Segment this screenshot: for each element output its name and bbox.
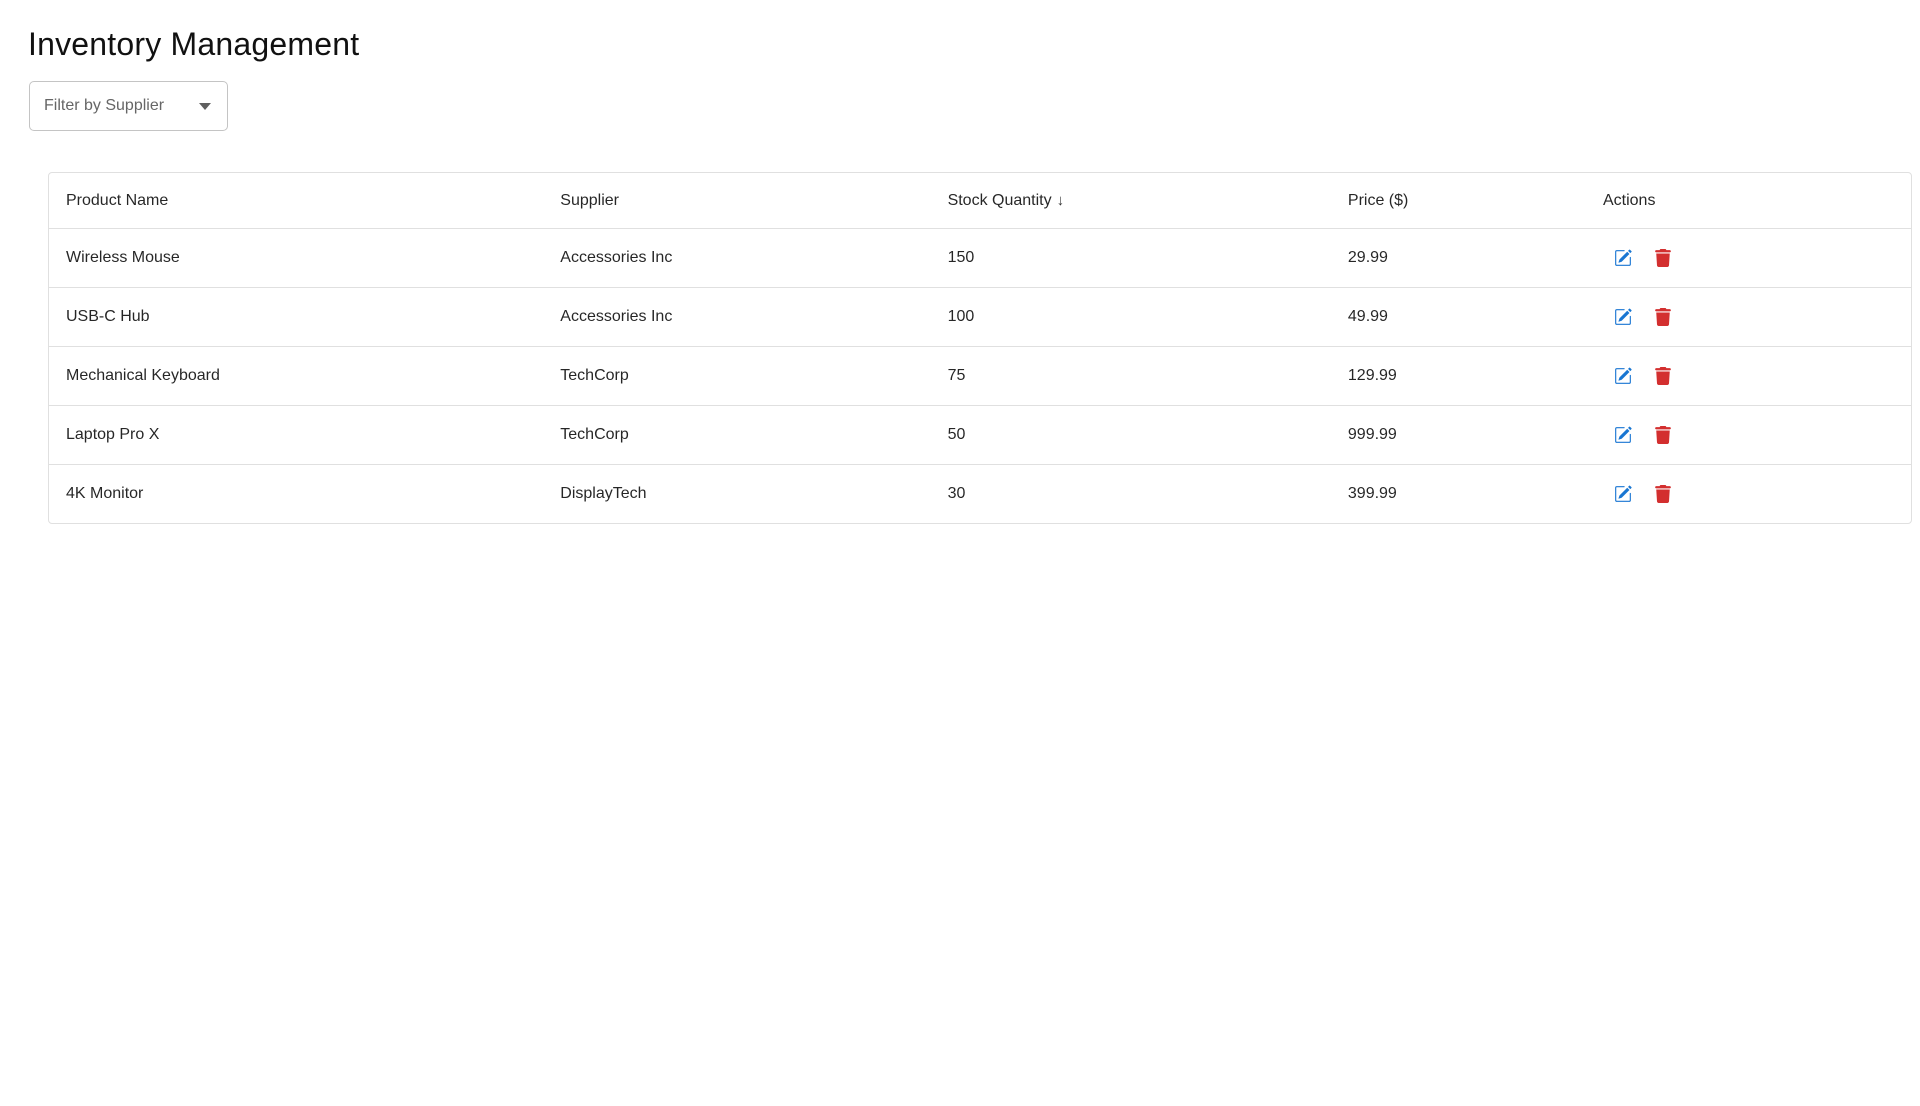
column-header-supplier[interactable] (544, 173, 931, 229)
edit-button[interactable] (1614, 308, 1632, 326)
stock-quantity-cell: 75 (947, 367, 966, 384)
column-header-product-name[interactable] (49, 173, 544, 229)
column-header-actions (1587, 173, 1911, 229)
actions-cell (1587, 465, 1911, 524)
supplier-cell: TechCorp (560, 426, 629, 443)
arrow-drop-down-icon (199, 103, 211, 110)
column-label: Product Name (66, 192, 169, 209)
product-name-cell: 4K Monitor (66, 485, 144, 502)
edit-button[interactable] (1614, 485, 1632, 503)
price-cell: 129.99 (1347, 367, 1397, 384)
delete-button[interactable] (1655, 426, 1671, 444)
table-row (49, 229, 1911, 288)
actions-cell (1587, 229, 1911, 288)
edit-button[interactable] (1614, 426, 1632, 444)
price-cell: 29.99 (1347, 249, 1388, 266)
supplier-filter-select[interactable] (29, 81, 228, 131)
page-title: Inventory Management (28, 26, 360, 62)
pencil-square-icon (1614, 308, 1632, 326)
column-header-stock-quantity[interactable] (932, 173, 1332, 229)
delete-button[interactable] (1655, 485, 1671, 503)
edit-button[interactable] (1614, 367, 1632, 385)
table-row (49, 406, 1911, 465)
product-name-cell: Wireless Mouse (66, 249, 180, 266)
column-header-price[interactable] (1332, 173, 1587, 229)
inventory-table-card (48, 172, 1912, 524)
stock-quantity-cell: 30 (947, 485, 966, 502)
delete-button[interactable] (1655, 367, 1671, 385)
pencil-square-icon (1614, 249, 1632, 267)
table-row (49, 465, 1911, 524)
product-name-cell: USB-C Hub (66, 308, 150, 325)
actions-cell (1587, 288, 1911, 347)
price-cell: 399.99 (1347, 485, 1397, 502)
actions-cell (1587, 406, 1911, 465)
column-label: Stock Quantity (947, 192, 1052, 209)
supplier-filter-value: Filter by Supplier (44, 97, 165, 114)
supplier-cell: Accessories Inc (560, 308, 673, 325)
table-row (49, 347, 1911, 406)
inventory-table (49, 173, 1911, 523)
column-label: Price ($) (1347, 192, 1409, 209)
delete-button[interactable] (1655, 308, 1671, 326)
table-row (49, 288, 1911, 347)
stock-quantity-cell: 100 (947, 308, 975, 325)
actions-cell (1587, 347, 1911, 406)
sort-desc-icon: ↓ (1056, 192, 1065, 209)
pencil-square-icon (1614, 367, 1632, 385)
trash-icon (1655, 426, 1671, 444)
trash-icon (1655, 249, 1671, 267)
stock-quantity-cell: 150 (947, 249, 975, 266)
pencil-square-icon (1614, 485, 1632, 503)
table-header-row (49, 173, 1911, 229)
trash-icon (1655, 308, 1671, 326)
column-label: Supplier (560, 192, 619, 209)
product-name-cell: Mechanical Keyboard (66, 367, 220, 384)
supplier-cell: Accessories Inc (560, 249, 673, 266)
stock-quantity-cell: 50 (947, 426, 966, 443)
inventory-page (0, 26, 1920, 1106)
supplier-cell: TechCorp (560, 367, 629, 384)
delete-button[interactable] (1655, 249, 1671, 267)
trash-icon (1655, 485, 1671, 503)
pencil-square-icon (1614, 426, 1632, 444)
column-label: Actions (1602, 192, 1656, 209)
price-cell: 999.99 (1347, 426, 1397, 443)
product-name-cell: Laptop Pro X (66, 426, 160, 443)
price-cell: 49.99 (1347, 308, 1388, 325)
trash-icon (1655, 367, 1671, 385)
supplier-cell: DisplayTech (560, 485, 647, 502)
edit-button[interactable] (1614, 249, 1632, 267)
